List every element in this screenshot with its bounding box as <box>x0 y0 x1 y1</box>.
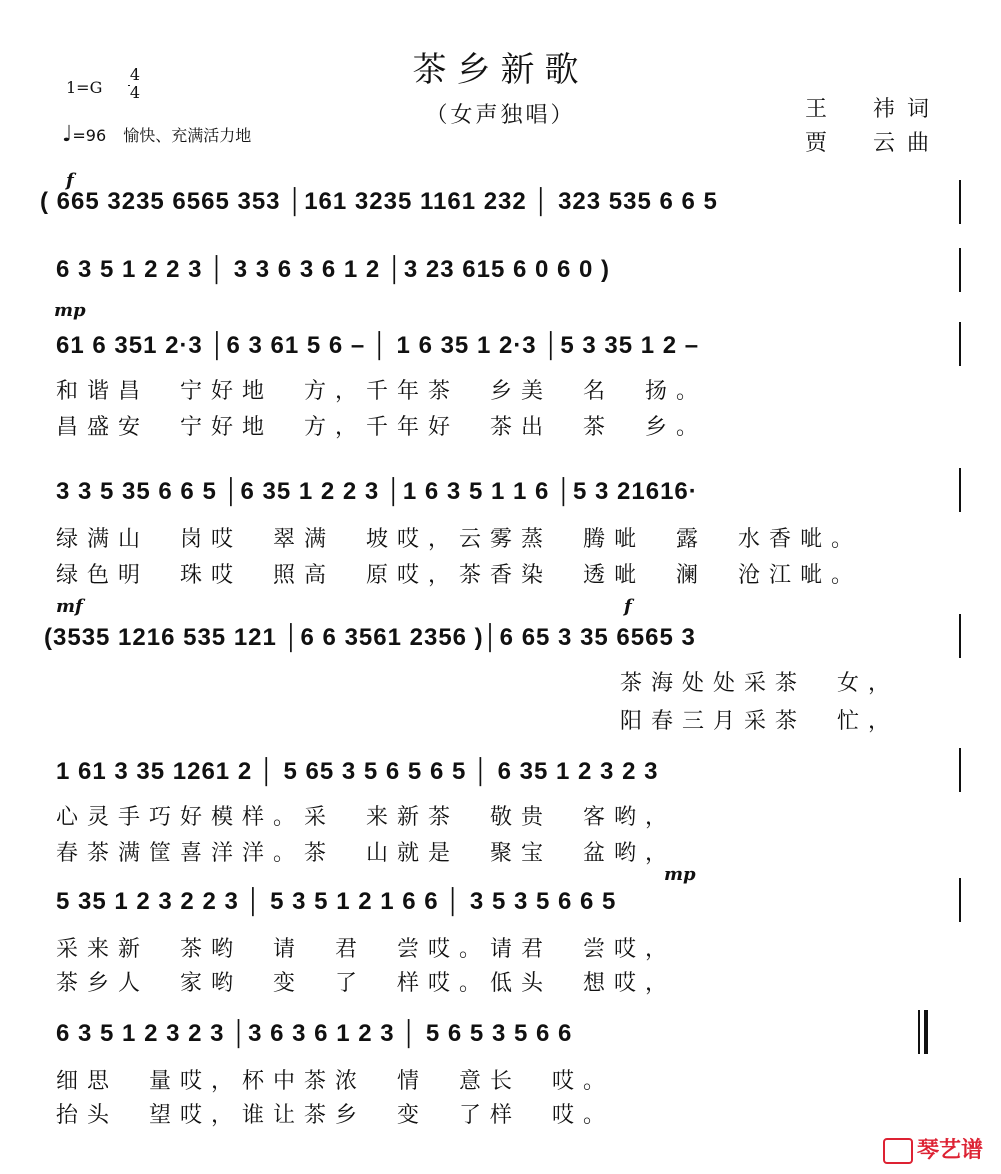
lyric-row-8-verse-1: 细思 量哎，杯中茶浓 情 意长 哎。 <box>56 1069 615 1094</box>
time-signature <box>128 66 142 102</box>
expression-text: 愉快、充满活力地 <box>123 126 252 145</box>
score-row-5: (3535 1216 535 121 │6 6 3561 2356 )│6 65 3 35 6565 3 <box>44 624 696 651</box>
score-row-8: 6 3 5 1 2 3 2 3 │3 6 3 6 1 2 3 │ 5 6 5 3 5 6 6 <box>56 1020 573 1047</box>
watermark-text: 琴艺谱 <box>916 1138 983 1163</box>
score-row-3: 61 6 351 2·3 │6 3 61 5 6 – │ 1 6 35 1 2·3 │5 3 35 1 2 – <box>56 332 700 359</box>
tempo-value: =96 <box>72 126 107 145</box>
key-signature: 1=G <box>66 78 103 97</box>
lyric-row-4-verse-1: 绿满山 岗哎 翠满 坡哎，云雾蒸 腾呲 露 水香呲。 <box>56 527 863 552</box>
barline <box>959 614 961 658</box>
score-row-4: 3 3 5 35 6 6 5 │6 35 1 2 2 3 │1 6 3 5 1 1 6 │5 3 21616· <box>56 478 698 505</box>
final-barline-thick <box>924 1010 928 1054</box>
quarter-note-icon: ♩ <box>62 122 73 147</box>
lyric-row-3-verse-2: 昌盛安 宁好地 方，千年好 茶出 茶 乡。 <box>56 415 708 440</box>
lyric-row-4-verse-2: 绿色明 珠哎 照高 原哎，茶香染 透呲 澜 沧江呲。 <box>56 563 863 588</box>
lyric-row-6-verse-1: 心灵手巧好模样。采 来新茶 敬贵 客哟， <box>56 805 677 830</box>
logo-icon <box>883 1138 913 1164</box>
score-row-2: 6 3 5 1 2 2 3 │ 3 3 6 3 6 1 2 │3 23 615 6 0 6 0 ) <box>56 256 611 283</box>
song-title: 茶乡新歌 <box>412 50 589 90</box>
dynamic-f: f <box>66 170 74 191</box>
final-barline-thin <box>918 1010 920 1054</box>
composer-credit: 贾 云曲 <box>804 131 941 156</box>
barline <box>959 748 961 792</box>
time-top: 4 <box>129 65 141 84</box>
barline <box>959 248 961 292</box>
score-row-1: ( 665 3235 6565 353 │161 3235 1161 232 │ 323 535 6 6 5 <box>40 188 718 215</box>
barline <box>959 322 961 366</box>
score-row-6: 1 61 3 35 1261 2 │ 5 65 3 5 6 5 6 5 │ 6 35 1 2 3 2 3 <box>56 758 659 785</box>
lyricist-credit: 王 祎词 <box>804 97 941 122</box>
watermark-logo <box>883 1133 983 1164</box>
lyric-row-8-verse-2: 抬头 望哎，谁让茶乡 变 了样 哎。 <box>56 1103 615 1128</box>
lyric-row-5-verse-2: 阳春三月采茶 忙， <box>620 709 900 734</box>
lyric-row-6-verse-2: 春茶满筐喜洋洋。茶 山就是 聚宝 盆哟， <box>56 841 677 866</box>
time-bottom: 4 <box>129 83 141 102</box>
dynamic-mf: mf <box>56 596 83 617</box>
dynamic-mp: mp <box>664 864 696 885</box>
barline <box>959 468 961 512</box>
score-row-7: 5 35 1 2 3 2 2 3 │ 5 3 5 1 2 1 6 6 │ 3 5 3 5 6 6 5 <box>56 888 617 915</box>
lyric-row-5-verse-1: 茶海处处采茶 女， <box>620 671 900 696</box>
lyric-row-7-verse-2: 茶乡人 家哟 变 了 样哎。低头 想哎， <box>56 971 677 996</box>
dynamic-mp: mp <box>54 300 86 321</box>
lyric-row-3-verse-1: 和谐昌 宁好地 方，千年茶 乡美 名 扬。 <box>56 379 708 404</box>
tempo-marking <box>62 122 251 147</box>
lyric-row-7-verse-1: 采来新 茶哟 请 君 尝哎。请君 尝哎， <box>56 937 677 962</box>
barline <box>959 180 961 224</box>
barline <box>959 878 961 922</box>
song-subtitle: （女声独唱） <box>425 103 576 128</box>
dynamic-f: f <box>624 596 632 617</box>
